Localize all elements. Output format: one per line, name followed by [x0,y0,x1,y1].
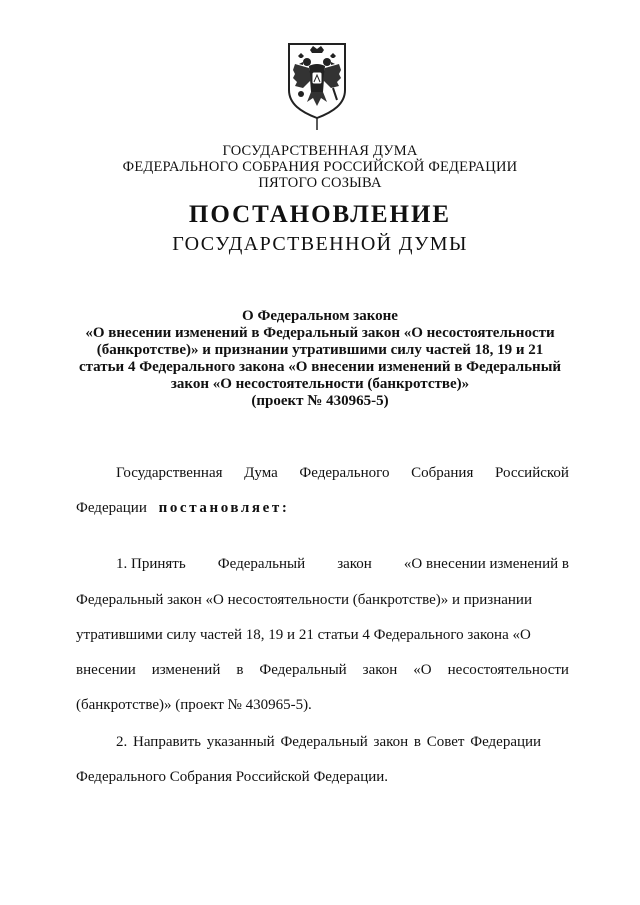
item1-word: Федеральный [217,556,306,572]
header-assembly: ФЕДЕРАЛЬНОГО СОБРАНИЯ РОССИЙСКОЙ ФЕДЕРАЦИИ [122,159,518,175]
title-line: статьи 4 Федерального закона «О внесении изменений в Федеральный [78,359,562,375]
item1-line-1 [116,556,569,573]
item1-word: «О внесении изменений в [403,556,569,572]
item1-word: несостоятельности [447,662,569,678]
item1-word: в [236,662,244,678]
preamble-word: Российской [495,465,569,481]
item1-word: Федеральный [259,662,347,678]
item1-line-5: (банкротстве)» (проект № 430965-5). [76,697,312,713]
item1-word: «О [413,662,432,678]
item1-word: закон [337,556,372,572]
preamble-resolves: постановляет: [158,500,290,516]
item2-line-2: Федерального Собрания Российской Федерации. [76,769,389,785]
preamble-word: Собрания [411,465,474,481]
preamble-word: Государственная [116,465,223,481]
header-convocation: ПЯТОГО СОЗЫВА [258,175,382,191]
item1-line-2: Федеральный закон «О несостоятельности (банкротстве)» и признании [76,592,532,608]
header-duma: ГОСУДАРСТВЕННАЯ ДУМА [222,143,418,159]
preamble-line-2 [76,500,569,517]
item1-word: внесении [76,662,136,678]
title-line: (банкротстве)» и признании утратившими силу частей 18, 19 и 21 [96,342,544,358]
preamble-word: Федерального [299,465,390,481]
preamble-word: Дума [244,465,278,481]
preamble-federation: Федерации [76,500,147,516]
preamble-line-1 [116,465,569,482]
item1-word: 1. Принять [116,556,186,572]
doc-type-heading: ПОСТАНОВЛЕНИЕ [188,201,452,228]
title-line: закон «О несостоятельности (банкротстве)» [170,376,470,392]
title-line: О Федеральном законе [242,308,398,324]
title-line: (проект № 430965-5) [251,393,389,409]
item1-word: закон [362,662,398,678]
item2-line-1: 2. Направить указанный Федеральный закон в Совет Федерации [116,734,542,750]
item1-line-4 [76,662,569,679]
item1-line-3: утратившими силу частей 18, 19 и 21 статьи 4 Федерального закона «О [76,627,531,643]
doc-issuer-heading: ГОСУДАРСТВЕННОЙ ДУМЫ [172,233,468,255]
title-line: «О внесении изменений в Федеральный закон «О несостоятельности [85,325,555,341]
state-emblem-icon [283,40,351,130]
item1-word: изменений [151,662,221,678]
